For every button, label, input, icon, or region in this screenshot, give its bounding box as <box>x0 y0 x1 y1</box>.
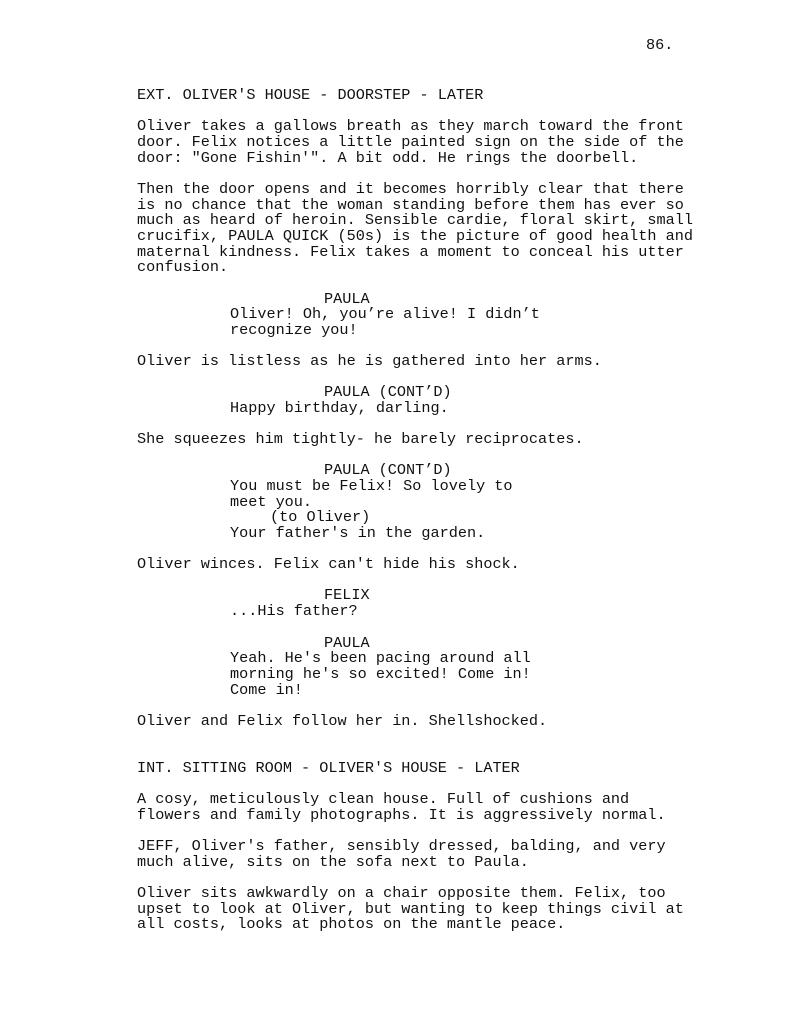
scene-heading: INT. SITTING ROOM - OLIVER'S HOUSE - LATER <box>137 759 520 777</box>
action-line: much alive, sits on the sofa next to Paula. <box>137 853 529 871</box>
action-line: A cosy, meticulously clean house. Full of cushions and <box>137 790 630 808</box>
dialogue-line: ...His father? <box>230 602 358 620</box>
action-line: Then the door opens and it becomes horribly clear that there <box>137 180 684 198</box>
scene-heading: EXT. OLIVER'S HOUSE - DOORSTEP - LATER <box>137 86 484 104</box>
action-line: Oliver winces. Felix can't hide his shock. <box>137 555 520 573</box>
dialogue-line: You must be Felix! So lovely to <box>230 477 513 495</box>
dialogue-line: Yeah. He's been pacing around all <box>230 649 531 667</box>
character-cue: PAULA <box>324 290 370 308</box>
action-line: flowers and family photographs. It is aggressively normal. <box>137 806 666 824</box>
dialogue-line: recognize you! <box>230 321 358 339</box>
action-line: is no chance that the woman standing before them has ever so <box>137 196 684 214</box>
action-line: maternal kindness. Felix takes a moment to conceal his utter <box>137 243 684 261</box>
action-line: much as heard of heroin. Sensible cardie, floral skirt, small <box>137 211 693 229</box>
parenthetical: (to Oliver) <box>270 508 371 526</box>
dialogue-line: Come in! <box>230 681 303 699</box>
action-line: She squeezes him tightly- he barely reciprocates. <box>137 430 584 448</box>
character-cue: PAULA (CONT’D) <box>324 461 452 479</box>
action-line: all costs, looks at photos on the mantle peace. <box>137 915 566 933</box>
character-cue: PAULA <box>324 634 370 652</box>
character-cue: PAULA (CONT’D) <box>324 383 452 401</box>
dialogue-line: morning he's so excited! Come in! <box>230 665 531 683</box>
action-line: Oliver and Felix follow her in. Shellshocked. <box>137 712 548 730</box>
action-line: confusion. <box>137 258 229 276</box>
action-line: upset to look at Oliver, but wanting to keep things civil at <box>137 900 684 918</box>
page-number: 86. <box>646 36 674 54</box>
action-line: door. Felix notices a little painted sign on the side of the <box>137 133 684 151</box>
action-line: JEFF, Oliver's father, sensibly dressed, balding, and very <box>137 837 666 855</box>
action-line: Oliver is listless as he is gathered into her arms. <box>137 352 602 370</box>
action-line: Oliver sits awkwardly on a chair opposite them. Felix, too <box>137 884 666 902</box>
action-line: door: "Gone Fishin'". A bit odd. He rings the doorbell. <box>137 149 639 167</box>
dialogue-line: meet you. <box>230 493 313 511</box>
dialogue-line: Your father's in the garden. <box>230 524 486 542</box>
character-cue: FELIX <box>324 586 370 604</box>
action-line: Oliver takes a gallows breath as they march toward the front <box>137 117 684 135</box>
dialogue-line: Happy birthday, darling. <box>230 399 449 417</box>
action-line: crucifix, PAULA QUICK (50s) is the picture of good health and <box>137 227 693 245</box>
dialogue-line: Oliver! Oh, you’re alive! I didn’t <box>230 305 540 323</box>
